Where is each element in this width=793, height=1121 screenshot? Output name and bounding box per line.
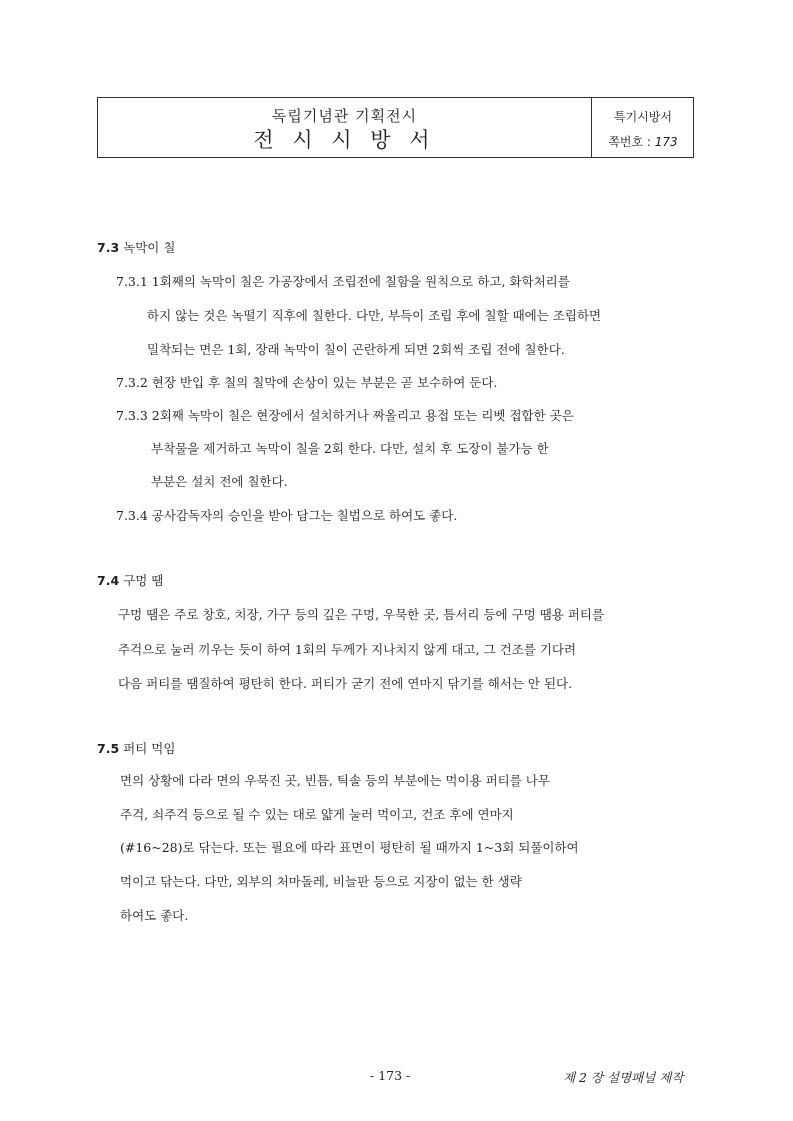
paragraph-line: 다음 퍼티를 땜질하여 평탄히 한다. 퍼티가 굳기 전에 연마지 닦기를 해서는 안 된다. — [118, 676, 573, 691]
paragraph-line: 7.3.4 공사감독자의 승인을 받아 담그는 칠법으로 하여도 좋다. — [116, 508, 458, 523]
paragraph-line: 주걱으로 눌러 끼우는 듯이 하여 1회의 두께가 지나치지 않게 대고, 그 건조를 기다려 — [118, 642, 577, 657]
paragraph-line: 밀착되는 면은 1회, 장래 녹막이 칠이 곤란하게 되면 2회씩 조립 전에 칠한다. — [147, 342, 565, 357]
paragraph-line: 하여도 좋다. — [120, 908, 189, 923]
page-ref-number: 173 — [654, 135, 678, 149]
paragraph-line: 먹이고 닦는다. 다만, 외부의 처마돌레, 비늘판 등으로 지장이 없는 한 생략 — [120, 874, 522, 889]
section-title: 퍼티 먹임 — [123, 741, 176, 756]
organization-title: 독립기념관 기획전시 — [271, 107, 418, 125]
section-number: 7.5 — [97, 741, 120, 756]
paragraph-line: 구멍 땜은 주로 창호, 치장, 가구 등의 깊은 구멍, 우묵한 곳, 틈서리 등에 구멍 땜용 퍼티를 — [118, 607, 605, 622]
spec-label: 특기시방서 — [614, 110, 672, 124]
section-heading-7-4 — [97, 571, 163, 589]
footer-page-number: - 173 - — [370, 1068, 411, 1083]
section-number: 7.4 — [97, 573, 120, 588]
paragraph-line: 7.3.1 1회째의 녹막이 칠은 가공장에서 조립전에 칠함을 원칙으로 하고, 화학처리를 — [116, 274, 570, 289]
section-title: 녹막이 칠 — [123, 240, 176, 255]
paragraph-line: 면의 상황에 다라 면의 우묵진 곳, 빈틈, 틱솔 등의 부분에는 먹이용 퍼티를 나무 — [120, 773, 550, 788]
section-title: 구멍 땜 — [123, 573, 164, 588]
section-number: 7.3 — [97, 240, 120, 255]
paragraph-line: 부분은 설치 전에 칠한다. — [151, 474, 288, 489]
paragraph-line: 하지 않는 것은 녹떨기 직후에 칠한다. 다만, 부득이 조립 후에 칠할 때에는 조립하면 — [147, 308, 602, 323]
paragraph-line: 7.3.2 현장 반입 후 칠의 칠막에 손상이 있는 부분은 곧 보수하여 둔다. — [116, 375, 498, 390]
section-heading-7-3 — [97, 238, 175, 256]
page-ref-label: 쪽번호 : — [608, 135, 651, 149]
document-header — [97, 97, 694, 158]
document-title: 전 시 시 방 서 — [253, 128, 436, 152]
section-heading-7-5 — [97, 739, 175, 757]
paragraph-line: 주걱, 쇠주걱 등으로 될 수 있는 대로 얇게 눌러 먹이고, 건조 후에 연마지 — [120, 807, 514, 822]
paragraph-line: 부착물을 제거하고 녹막이 칠을 2회 한다. 다만, 설치 후 도장이 불가능 한 — [151, 441, 549, 456]
page-reference — [592, 133, 694, 150]
footer-chapter-title: 제 2 장 설명패널 제작 — [563, 1070, 684, 1085]
paragraph-line: (#16~28)로 닦는다. 또는 필요에 따라 표면이 평탄히 될 때까지 1~3회 되풀이하여 — [120, 840, 579, 855]
paragraph-line: 7.3.3 2회째 녹막이 칠은 현장에서 설치하거나 짜올리고 용접 또는 리벳 접합한 곳은 — [116, 408, 574, 423]
